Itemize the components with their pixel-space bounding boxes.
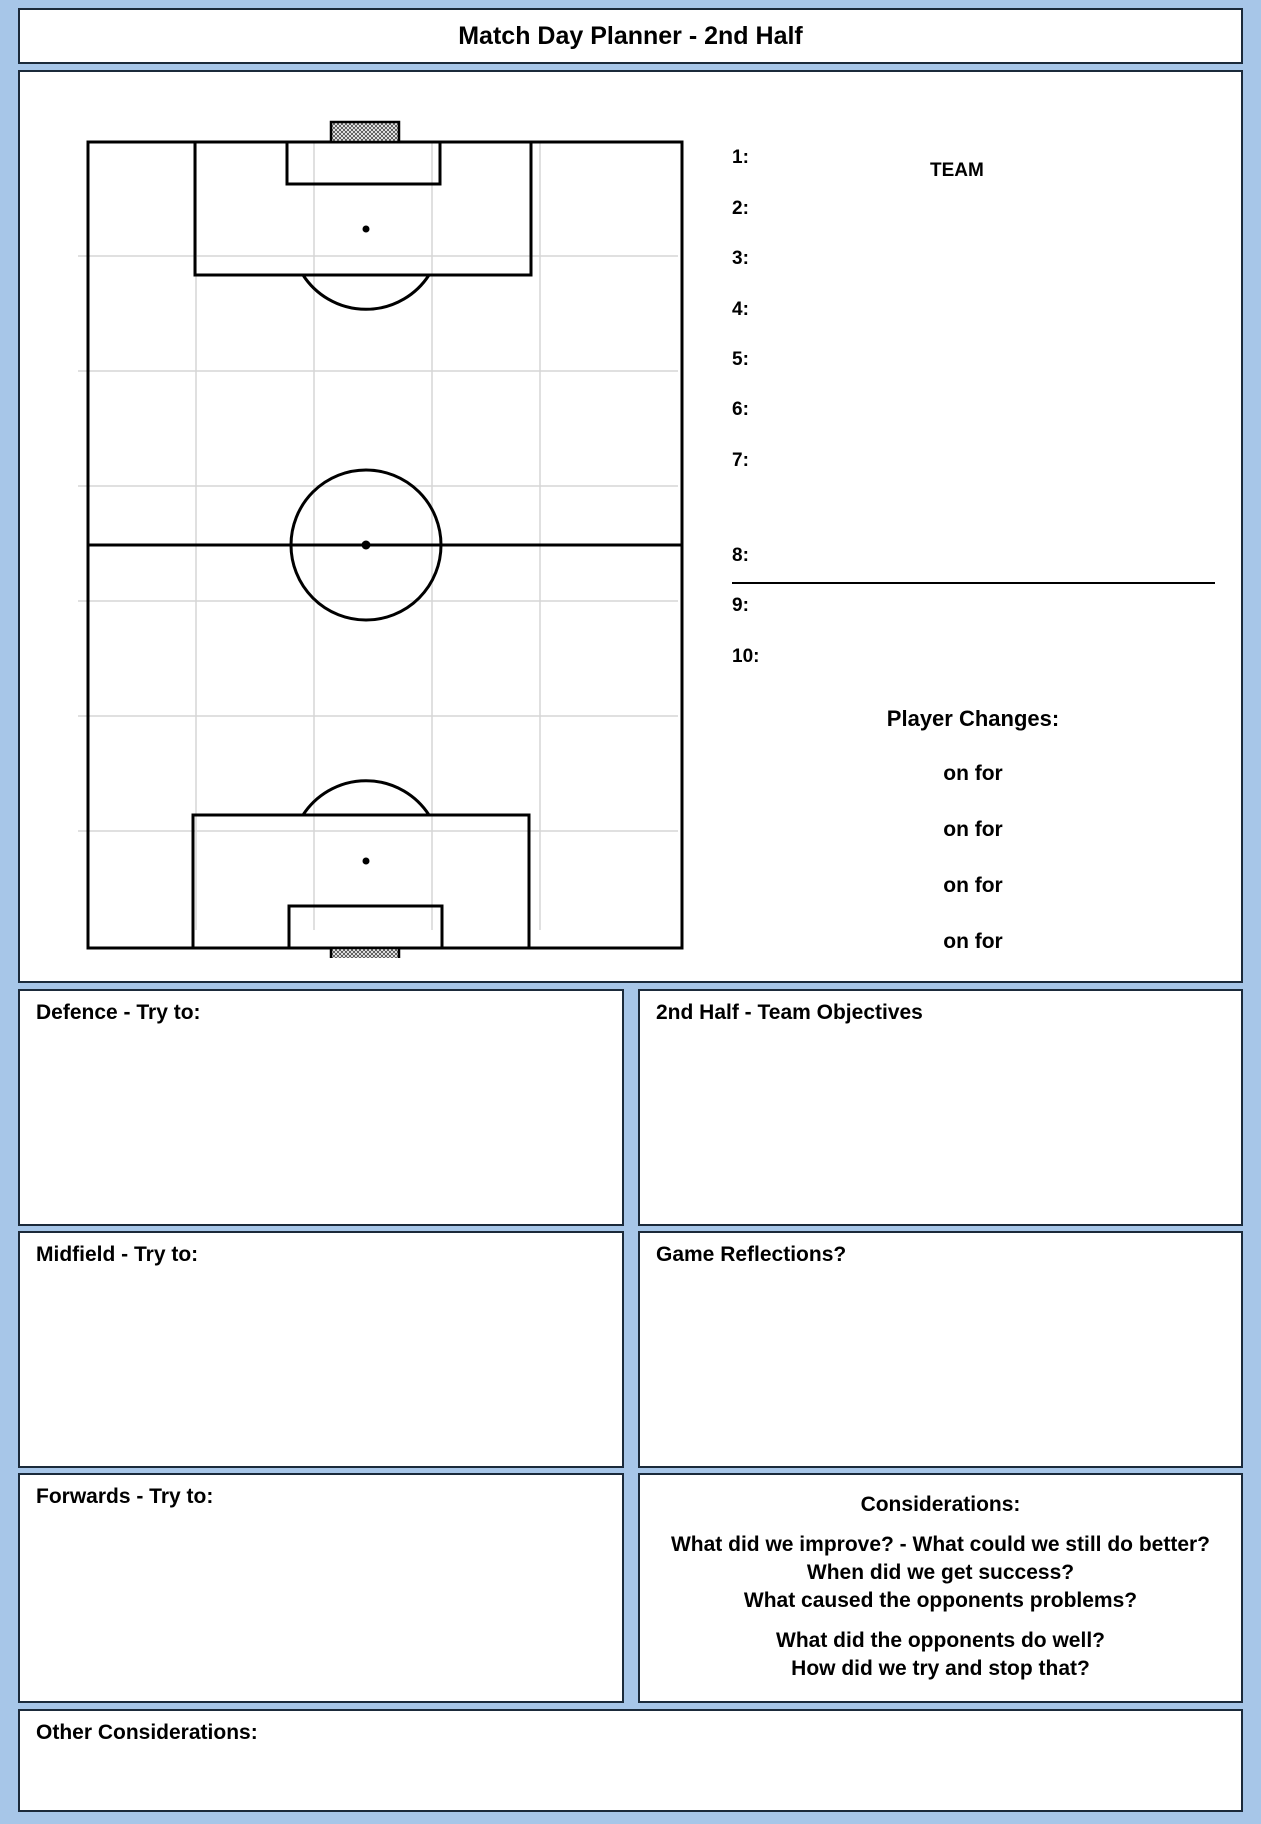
midfield-panel — [18, 1231, 624, 1468]
player-slot-5: 5: — [732, 349, 749, 370]
reflections-panel — [638, 1231, 1243, 1468]
change-row-4: on for — [943, 930, 1003, 953]
bottom-penalty-spot — [363, 858, 370, 865]
title-bar — [18, 8, 1243, 64]
top-six-yard-box — [287, 142, 440, 184]
change-row-3: on for — [943, 874, 1003, 897]
top-penalty-box — [195, 142, 531, 275]
player-slot-4: 4: — [732, 299, 749, 320]
forwards-panel — [18, 1473, 624, 1703]
team-heading: TEAM — [930, 160, 984, 181]
considerations-panel — [638, 1473, 1243, 1703]
change-row-2: on for — [943, 818, 1003, 841]
objectives-panel — [638, 989, 1243, 1226]
team-divider-line — [732, 582, 1215, 584]
main-panel — [18, 70, 1243, 983]
change-row-1: on for — [943, 762, 1003, 785]
player-slot-3: 3: — [732, 248, 749, 269]
player-changes-heading: Player Changes: — [886, 706, 1060, 731]
other-considerations-panel — [18, 1709, 1243, 1812]
player-slot-10: 10: — [732, 646, 760, 667]
consideration-line-2: When did we get success? — [806, 1561, 1075, 1584]
player-slot-8: 8: — [732, 545, 749, 566]
reflections-label: Game Reflections? — [656, 1243, 847, 1266]
player-slot-7: 7: — [732, 450, 749, 471]
pitch-grid — [78, 142, 678, 930]
top-penalty-arc — [303, 275, 429, 309]
consideration-line-4: What did the opponents do well? — [776, 1629, 1105, 1652]
player-slot-6: 6: — [732, 399, 749, 420]
other-considerations-label: Other Considerations: — [36, 1721, 258, 1744]
objectives-label: 2nd Half - Team Objectives — [656, 1001, 923, 1024]
midfield-label: Midfield - Try to: — [36, 1243, 199, 1266]
page-title: Match Day Planner - 2nd Half — [458, 21, 803, 50]
considerations-heading: Considerations: — [860, 1493, 1021, 1516]
player-slot-2: 2: — [732, 198, 749, 219]
defence-panel — [18, 989, 624, 1226]
player-slot-1: 1: — [732, 147, 749, 168]
top-penalty-spot — [363, 226, 370, 233]
top-goal — [331, 122, 399, 142]
defence-label: Defence - Try to: — [36, 1001, 201, 1024]
consideration-line-5: How did we try and stop that? — [791, 1657, 1090, 1680]
centre-spot — [362, 541, 371, 550]
forwards-label: Forwards - Try to: — [36, 1485, 214, 1508]
consideration-line-3: What caused the opponents problems? — [743, 1589, 1138, 1612]
player-slot-9: 9: — [732, 595, 749, 616]
consideration-line-1: What did we improve? - What could we still do better? — [670, 1533, 1211, 1556]
